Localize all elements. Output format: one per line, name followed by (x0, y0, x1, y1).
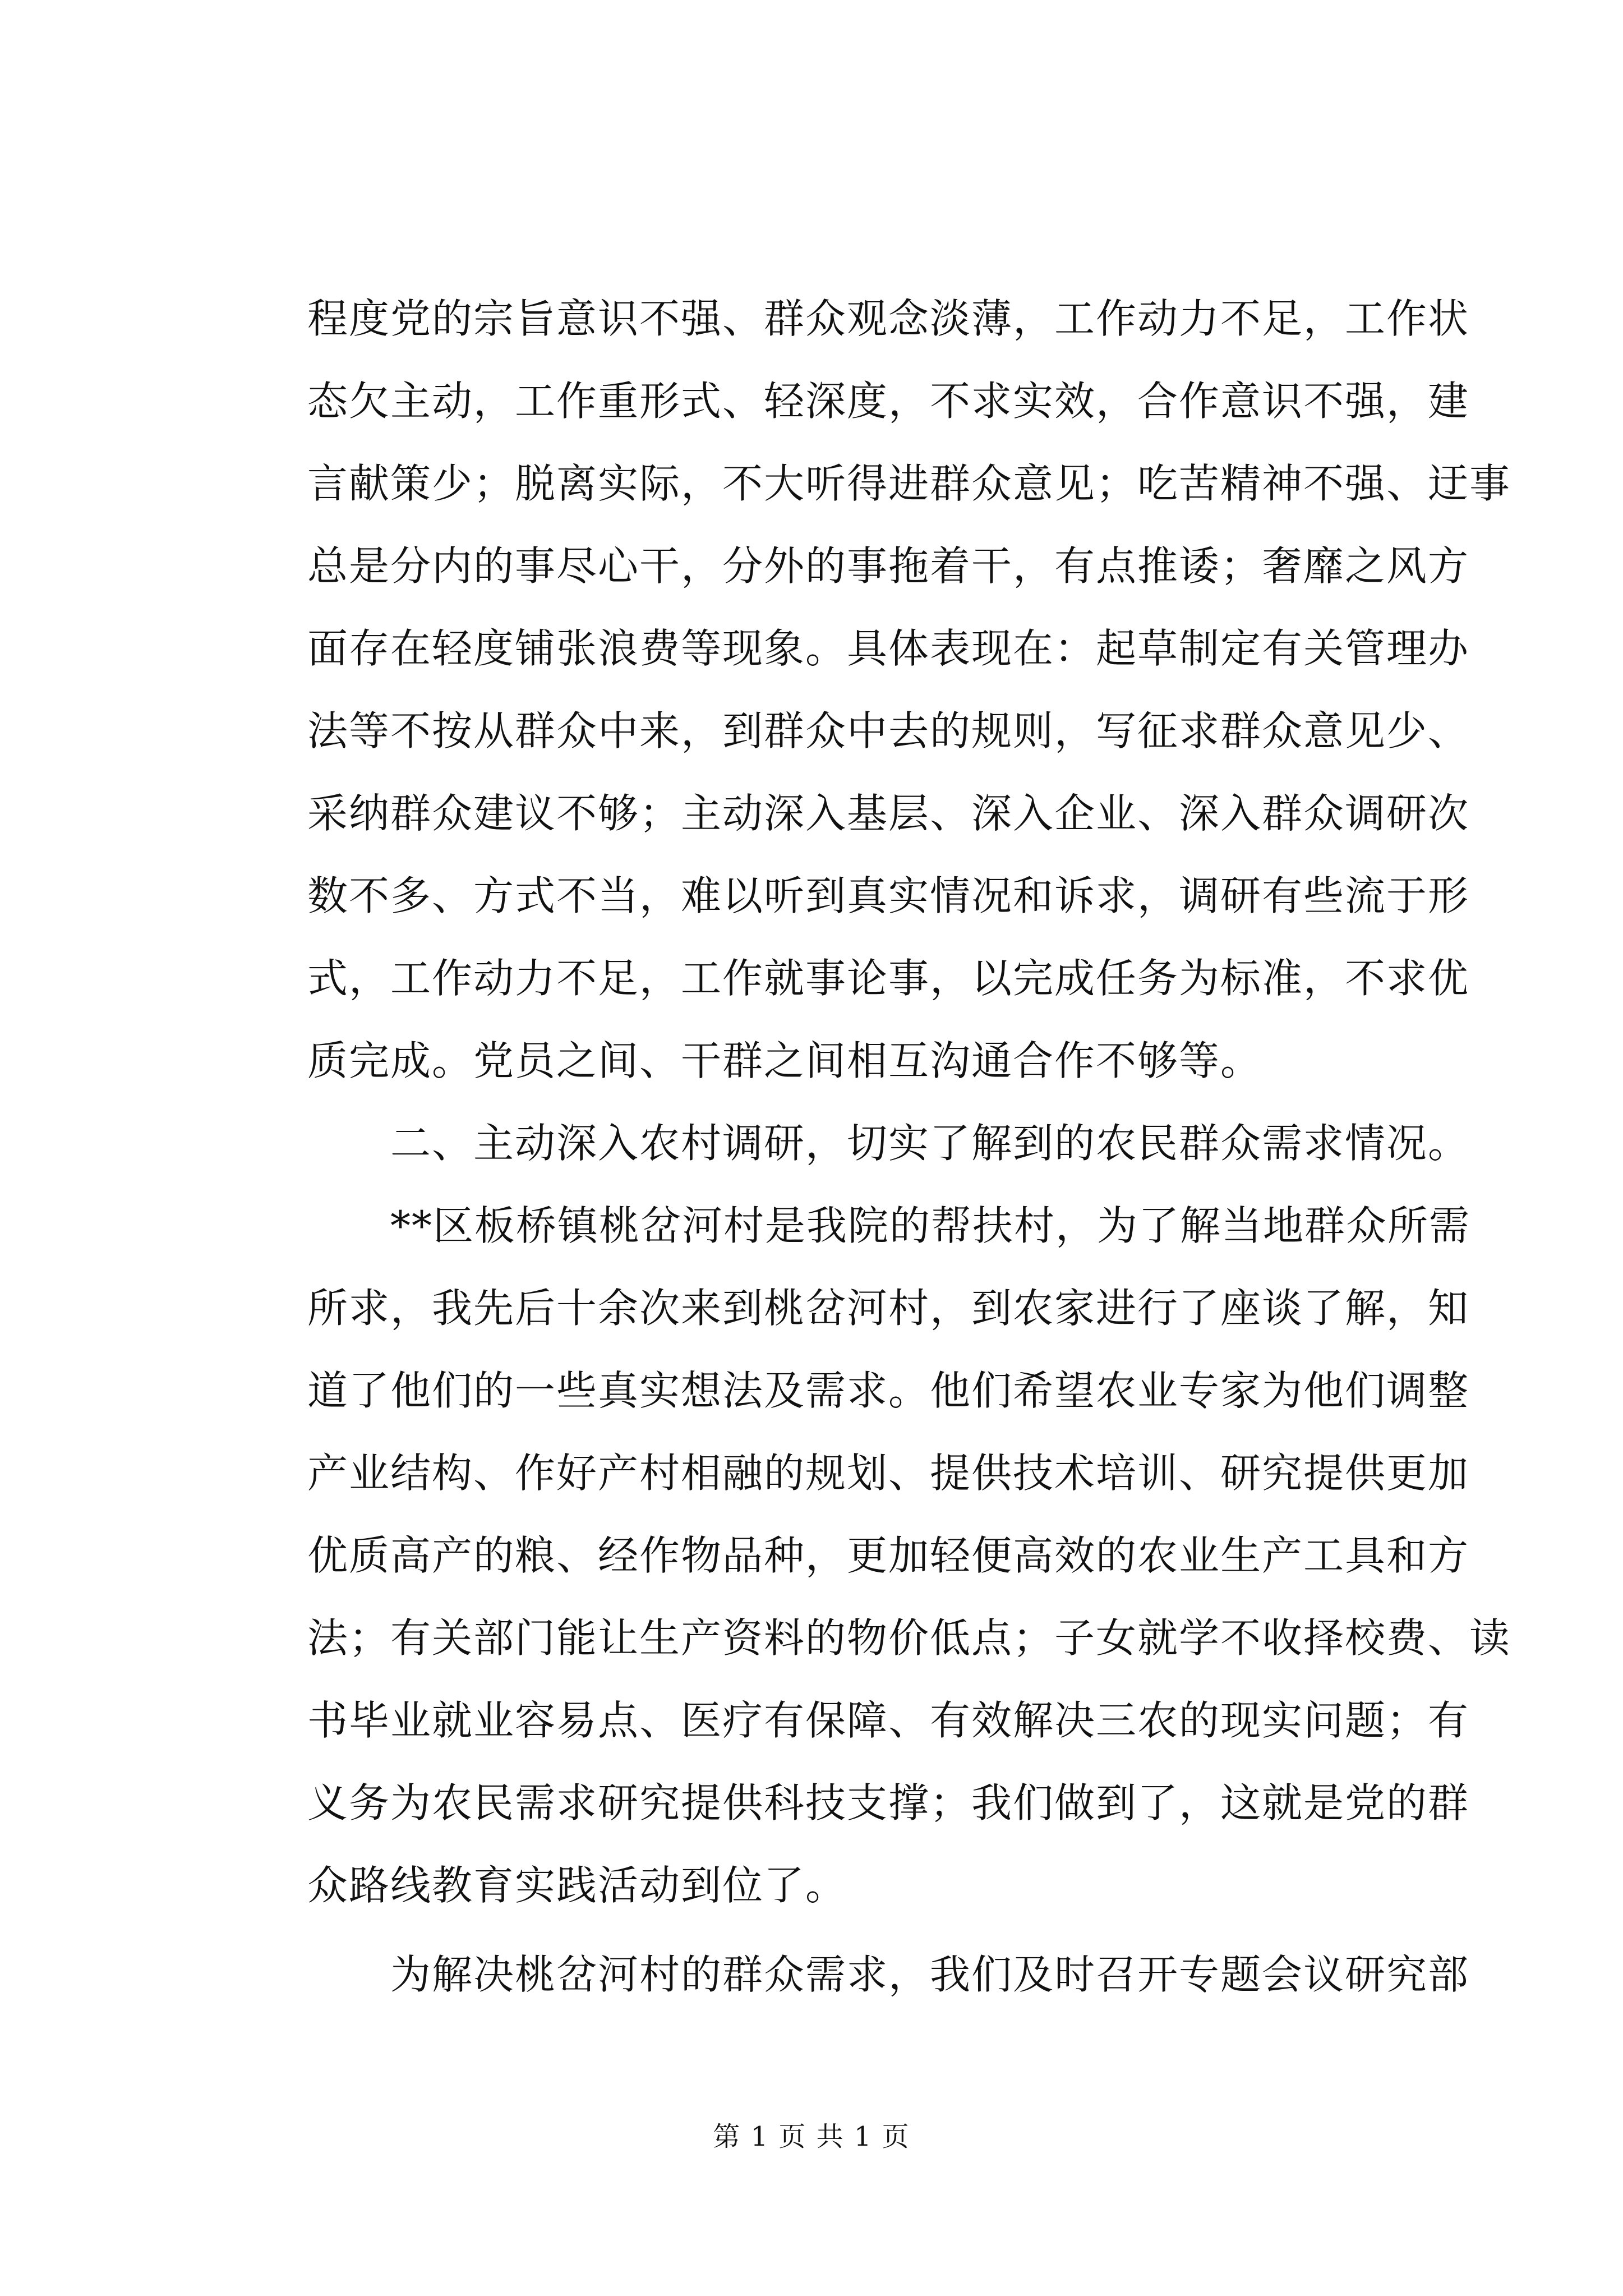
text-line: 言献策少；脱离实际，不大听得进群众意见；吃苦精神不强、迂事 (307, 460, 1511, 507)
section-heading: 二、主动深入农村调研，切实了解到的农民群众需求情况。 (307, 1120, 1470, 1167)
text-line: 产业结构、作好产村相融的规划、提供技术培训、研究提供更加 (307, 1450, 1470, 1497)
text-line: 为解决桃岔河村的群众需求，我们及时召开专题会议研究部 (307, 1951, 1470, 1998)
text-line: 采纳群众建议不够；主动深入基层、深入企业、深入群众调研次 (307, 790, 1470, 837)
page-footer (0, 2120, 1623, 2153)
page-number-label: 第 1 页 共 1 页 (713, 2121, 910, 2152)
text-line: 程度党的宗旨意识不强、群众观念淡薄，工作动力不足，工作状 (307, 295, 1470, 342)
text-line: 数不多、方式不当，难以听到真实情况和诉求，调研有些流于形 (307, 872, 1470, 919)
text-line: 书毕业就业容易点、医疗有保障、有效解决三农的现实问题；有 (307, 1697, 1470, 1744)
text-line: 质完成。党员之间、干群之间相互沟通合作不够等。 (307, 1037, 1262, 1084)
text-line: 所求，我先后十余次来到桃岔河村，到农家进行了座谈了解，知 (307, 1285, 1470, 1332)
text-line: **区板桥镇桃岔河村是我院的帮扶村，为了解当地群众所需 (307, 1202, 1471, 1249)
text-line: 总是分内的事尽心干，分外的事拖着干，有点推诿；奢靡之风方 (307, 542, 1470, 590)
text-line: 式，工作动力不足，工作就事论事，以完成任务为标准，不求优 (307, 955, 1470, 1002)
text-line: 法等不按从群众中来，到群众中去的规则，写征求群众意见少、 (307, 707, 1470, 754)
text-line: 道了他们的一些真实想法及需求。他们希望农业专家为他们调整 (307, 1367, 1470, 1414)
text-line: 义务为农民需求研究提供科技支撑；我们做到了，这就是党的群 (307, 1779, 1470, 1826)
text-line: 众路线教育实践活动到位了。 (307, 1862, 847, 1909)
text-line: 面存在轻度铺张浪费等现象。具体表现在：起草制定有关管理办 (307, 625, 1470, 672)
body-text (307, 295, 1511, 2033)
text-line: 优质高产的粮、经作物品种，更加轻便高效的农业生产工具和方 (307, 1532, 1470, 1579)
text-line: 法；有关部门能让生产资料的物价低点；子女就学不收择校费、读 (307, 1614, 1511, 1662)
text-line: 态欠主动，工作重形式、轻深度，不求实效，合作意识不强，建 (307, 378, 1470, 425)
